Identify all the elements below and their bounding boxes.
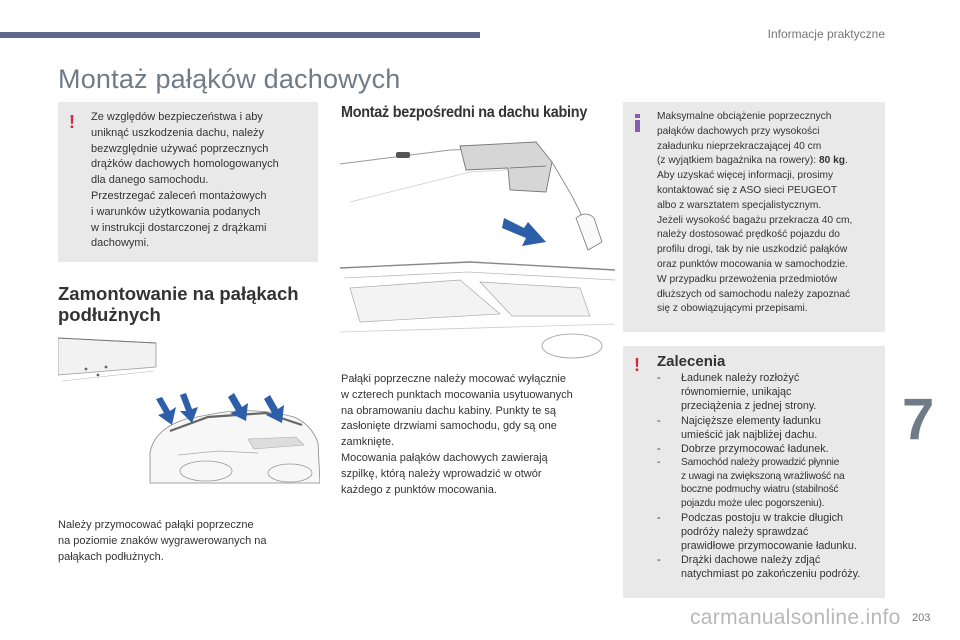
- heading-roof-mounting: Montaż bezpośredni na dachu kabiny: [341, 104, 588, 121]
- section-title: Informacje praktyczne: [767, 27, 885, 41]
- page-number: 203: [912, 612, 931, 624]
- load-info-box: [623, 102, 885, 332]
- recommendations-list: [657, 371, 877, 582]
- list-item: - Najcięższe elementy ładunku umieścić jak najbliżej dachu.: [657, 414, 877, 442]
- info-icon: [635, 114, 640, 132]
- list-item: - Podczas postoju w trakcie długich podróży należy sprawdzać prawidłowe przymocowanie ładunku.: [657, 511, 877, 554]
- load-info-text-before: Maksymalne obciążenie poprzecznych pałąków dachowych przy wysokości załadunku nieprzekraczającej 40 cm (z wyjątkiem bagażnika na rowery):: [657, 111, 832, 167]
- list-item: - Drążki dachowe należy zdjąć natychmiast po zakończeniu podróży.: [657, 553, 877, 581]
- illustration-longitudinal-bars: [58, 333, 320, 485]
- max-load-value: 80 kg: [818, 155, 845, 167]
- recommendations-box: [623, 346, 885, 598]
- load-info-text: [657, 110, 877, 317]
- safety-warning-text: Ze względów bezpieczeństwa i aby uniknąć uszkodzenia dachu, należy bezwzględnie używać poprzecznych drążków dachowych homologowanych dla danego samochodu. Przestrzegać zaleceń montażowych i warunków użytkowania podanych w instrukcji dostarczonej z drążkami dachowymi.: [91, 111, 279, 250]
- attachment-arrows: [58, 333, 320, 485]
- list-item: - Ładunek należy rozłożyć równomiernie, unikając przeciążenia z jednej strony.: [657, 371, 877, 414]
- list-item: - Dobrze przymocować ładunek.: [657, 442, 877, 456]
- list-item: - Samochód należy prowadzić płynnie z uwagi na zwiększoną wrażliwość na boczne podmuchy wiatru (stabilność pojazdu może ulec pogorszeniu).: [657, 456, 877, 510]
- longitudinal-bars-text: Należy przymocować pałąki poprzeczne na poziomie znaków wygrawerowanych na pałąkach podłużnych.: [58, 519, 267, 563]
- header-bar: [0, 32, 480, 38]
- safety-warning-box: [58, 102, 318, 262]
- illustration-roof-car: [340, 260, 615, 360]
- chapter-number: 7: [902, 387, 935, 452]
- load-info-text-after: . Aby uzyskać więcej informacji, prosimy kontaktować się z ASO sieci PEUGEOT albo z warsztatem specjalistycznym. Jeżeli wysokość bagażu przekracza 40 cm, należy dostosować prędkość pojazdu do profilu drogi, tak by nie uszkodzić pałąków oraz punktów mocowania w samochodzie. W przypadku przewożenia przedmiotów dłuższych od samochodu należy zapoznać się z obowiązującymi przepisami.: [657, 155, 853, 315]
- page-title: Montaż pałąków dachowych: [58, 64, 401, 94]
- exclamation-icon: !: [634, 355, 640, 375]
- illustration-roof-mount-point: [340, 132, 615, 258]
- heading-longitudinal-bars: Zamontowanie na pałąkach podłużnych: [58, 283, 299, 325]
- watermark: carmanualsonline.info: [690, 606, 901, 629]
- recommendations-heading: Zalecenia: [657, 353, 726, 370]
- exclamation-icon: !: [69, 112, 75, 132]
- roof-mounting-text: Pałąki poprzeczne należy mocować wyłącznie w czterech punktach mocowania usytuowanych na obramowaniu dachu kabiny. Punkty te są zasłonięte drzwiami samochodu, gdy są one zamknięte. Mocowania pałąków dachowych zawierają szpilkę, którą należy wprowadzić w otwór każdego z punktów mocowania.: [341, 373, 573, 496]
